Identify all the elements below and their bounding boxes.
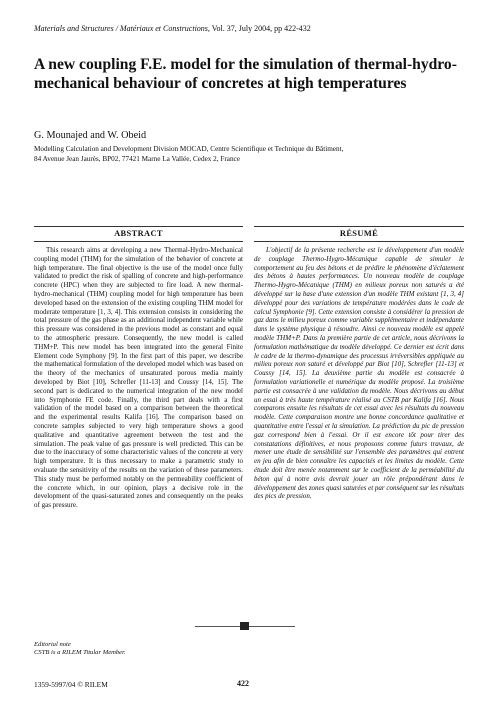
paper-title: A new coupling F.E. model for the simulation of thermal-hydro-mechanical behaviour of concretes at high temperatures bbox=[34, 56, 457, 92]
page-number: 422 bbox=[237, 679, 249, 688]
resume-text: L'objectif de la présente recherche est le développement d'un modèle de couplage Thermo-Hygro-Mécanique capable de simuler le comportement au feu des bétons et de prédire le phénomène d'éclatement des bétons à hautes performances. Un nouveau modèle de couplage Thermo-Hygro-Mécanique (THM) en milieux poreux non saturés a été développé sur la base d'une extension d'un modèle THM existant [1, 3, 4] développé pour des variations de température modérées dans le code de calcul Symphonie [9]. Cette extension consiste à considérer la pression de gaz dans le milieu poreux comme variable supplémentaire et indépendante dans le système physique à résoudre. Ainsi ce nouveau modèle est appelé modèle THM+P. Dans la première partie de cet article, nous décrivons la formulation mathématique du modèle développé. Ce dernier est écrit dans le cadre de la thermo-dynamique des processus irréversibles appliquée au milieu poreux non saturé et développé par Biot [10], Schrefler [11-13] et Coussy [14, 15]. La deuxième partie du modèle est consacrée à formulation variationelle et numérique du modèle proposé. La troisième partie est consacrée à une validation du modèle. Nous décrivons au début un essai à très haute température réalisé au CSTB par Kalifa [16]. Nous comparons ensuite les résultats de cet essai avec les résultats du nouveau modèle. Cette comparaison montre une bonne concordance qualitative et quantitative entre l'essai et la simulation. La prédiction du pic de pression gaz correspond bien à l'essai. Or il est encore tôt pour tirer des constatations définitives, et nous proposons comme futurs travaux, de mener une étude de sensibilité sur l'ensemble des paramètres qui entrent en jeu afin de bien connaître les capacités et les limites du modèle. Cette étude doit être menée notamment sur le coefficient de la perméabilité du béton qui à notre avis devrait jouer un rôle prépondérant dans le développement des zones quasi saturées et par conséquent sur les résultats des pics de pression. bbox=[254, 246, 464, 501]
ornament-line-right bbox=[249, 626, 295, 627]
issn-copyright: 1359-5997/04 © RILEM bbox=[34, 680, 108, 689]
resume-bottom-rule bbox=[254, 241, 464, 242]
abstract-bottom-rule bbox=[34, 241, 243, 242]
abstract-heading: ABSTRACT bbox=[114, 229, 163, 238]
journal-name: Materials and Structures / Matériaux et Constructions bbox=[34, 24, 208, 33]
ornament-line-left bbox=[195, 626, 240, 627]
affiliation-line-2: 84 Avenue Jean Jaurès, BP02, 77421 Marne La Vallée, Cedex 2, France bbox=[34, 154, 240, 163]
editorial-note-title: Editorial note bbox=[34, 641, 71, 648]
resume-top-rule bbox=[254, 226, 464, 227]
editorial-note bbox=[34, 641, 234, 657]
resume-heading: RÉSUMÉ bbox=[339, 229, 379, 238]
volume-info: , Vol. 37, July 2004, pp 422-432 bbox=[207, 24, 311, 33]
authors: G. Mounajed and W. Obeid bbox=[34, 130, 147, 141]
affiliation-line-1: Modelling Calculation and Development Division MOCAD, Centre Scientifique et Technique du Bâtiment, bbox=[34, 145, 344, 153]
resume-body bbox=[254, 246, 464, 612]
abstract-body bbox=[34, 246, 243, 612]
abstract-top-rule bbox=[34, 226, 243, 227]
abstract-text: This research aims at developing a new Thermal-Hydro-Mechanical coupling model (THM) for the simulation of the behavior of concrete at high temperature. The final objective is the use of the model once fully validated to predict the risk of spalling of concrete and high-performance concrete (HPC) when they are subjected to fire load. A new thermal-hydro-mechanical (THM) coupling model for high temperature has been developed based on the extension of the existing coupling THM model for moderate temperature [1, 3, 4]. This extension consists in considering the total pressure of the gas phase as an additional independent variable while this pressure was considered in the previous model as constant and equal to the atmospheric pressure. Consequently, the new model is called THM+P. This new model has been integrated into the general Finite Element code Symphony [9]. In the first part of this paper, we describe the mathematical formulation of the developed model which was based on the theory of the mechanics of unsaturated porous media mainly developed by Biot [10], Schrefler [11-13] and Coussy [14, 15]. The second part is dedicated to the numerical integration of the new model into Symphonie FE code. Finally, the third part deals with a first validation of the model based on a comparison between the theoretical and the experimental results Kalifa [16]. The comparison based on concrete samples subjected to very high temperature shows a good qualitative and quantitative agreement between the test and the simulation. The peak value of gas pressure is well predicted. This can be due to the inaccuracy of some characteristic values of the concrete at very high temperature. It is thus necessary to make a parametric study to evaluate the sensitivity of the results on the variation of these parameters. This study must be performed notably on the permeability coefficient of the concrete which, in our opinion, plays a decisive role in the development of the quasi-saturated zones and consequently on the peaks of gas pressure. bbox=[34, 246, 243, 510]
affiliation bbox=[34, 145, 464, 164]
editorial-note-text: CSTB is a RILEM Titular Member. bbox=[34, 649, 126, 657]
section-ornament bbox=[195, 622, 295, 632]
journal-header bbox=[34, 24, 464, 34]
ornament-square bbox=[240, 622, 249, 630]
